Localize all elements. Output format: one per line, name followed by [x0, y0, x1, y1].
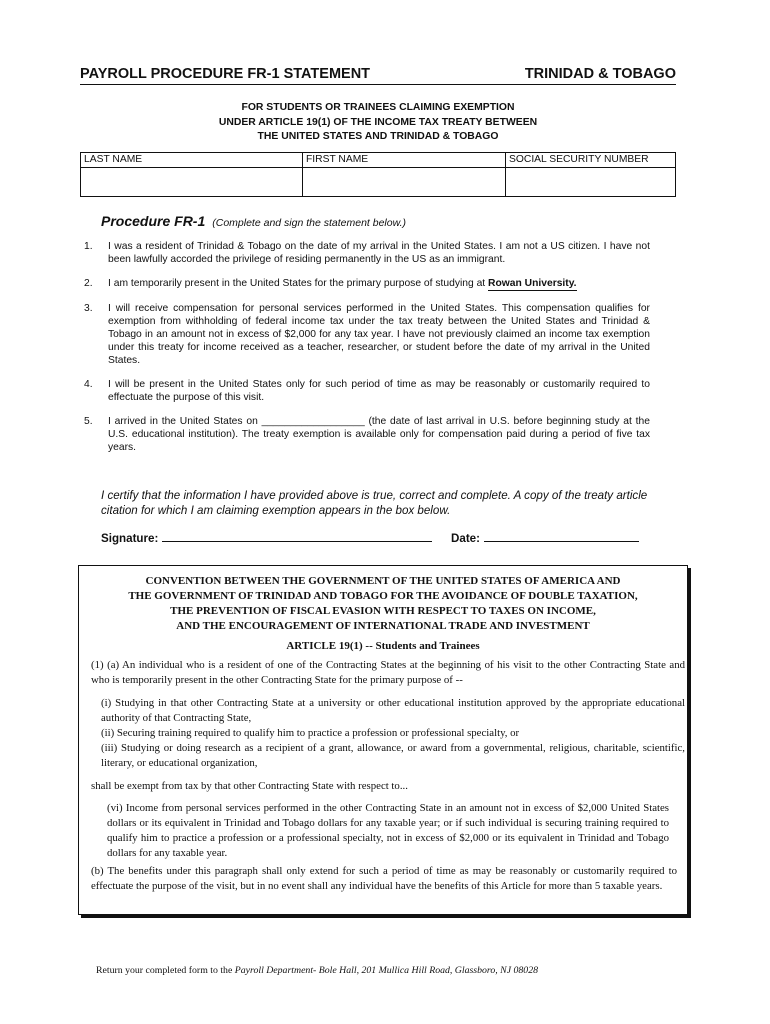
arrival-date-blank[interactable]: __________________: [261, 416, 365, 427]
date-line[interactable]: [484, 530, 639, 542]
treaty-box: [78, 565, 688, 915]
clause-iii: (iii) Studying or doing research as a recipient of a grant, allowance, or award from a governmental, religious, charitable, scientific, literary, or educational organization,: [101, 742, 685, 769]
item-number: 3.: [84, 303, 93, 314]
paragraph-1a: (1) (a) An individual who is a resident of one of the Contracting States at the beginning of his visit to the other Contracting State and who is temporarily present in the other Contracting State for the primary purpose of --: [91, 659, 685, 686]
exempt-line: shall be exempt from tax by that other Contracting State with respect to...: [91, 780, 408, 792]
identification-table: [80, 152, 676, 197]
last-name-label: LAST NAME: [81, 153, 302, 168]
date-group: [451, 530, 639, 545]
procedure-title: Procedure FR-1: [101, 213, 206, 229]
subtitle-line: THE UNITED STATES AND TRINIDAD & TOBAGO: [257, 131, 499, 142]
paragraph-b: (b) The benefits under this paragraph shall only extend for such a period of time as may be reasonably or customarily required to effectuate the purpose of the visit, but in no event shall any individual have the benefits of this Article for more than 5 taxable years.: [91, 865, 677, 892]
statement-item: [84, 415, 650, 454]
footer-return-address: [96, 965, 538, 976]
ssn-field[interactable]: [506, 153, 675, 196]
signature-line[interactable]: [162, 530, 432, 542]
footer-prefix: Return your completed form to the: [96, 965, 233, 976]
item-number: 1.: [84, 241, 93, 252]
item-text: (the date of last arrival in U.S. before beginning study at the U.S. educational institution). The treaty exemption is available only for compensation paid during a period of five tax years.: [108, 416, 650, 453]
form-header: [80, 66, 676, 85]
convention-line: THE PREVENTION OF FISCAL EVASION WITH RESPECT TO TAXES ON INCOME,: [170, 605, 596, 617]
institution-name: Rowan University.: [488, 278, 577, 289]
first-name-field[interactable]: [303, 153, 506, 196]
signature-label: Signature:: [101, 532, 159, 545]
item-text: I will receive compensation for personal services performed in the United States. This compensation qualifies for exemption from withholding of federal income tax under the tax treaty between the United States and Trinidad & Tobago in an amount not in excess of $2,000 for any tax year. I have not previously claimed an income tax exemption under this treaty for income received as a teacher, researcher, or student before the date of my arrival in the United States.: [108, 303, 650, 366]
convention-line: AND THE ENCOURAGEMENT OF INTERNATIONAL TRADE AND INVESTMENT: [176, 620, 590, 632]
form-title: PAYROLL PROCEDURE FR-1 STATEMENT: [80, 66, 371, 82]
procedure-heading: [101, 213, 406, 231]
item-number: 5.: [84, 416, 93, 427]
subtitle-line: FOR STUDENTS OR TRAINEES CLAIMING EXEMPTION: [241, 102, 515, 113]
item-number: 4.: [84, 379, 93, 390]
item-text: I will be present in the United States only for such period of time as may be reasonably or customarily required to effectuate the purpose of this visit.: [108, 379, 650, 403]
last-name-field[interactable]: [81, 153, 303, 196]
signature-row: [101, 530, 480, 545]
procedure-subtitle: (Complete and sign the statement below.): [212, 217, 407, 229]
certification-text: I certify that the information I have provided above is true, correct and complete. A copy of the treaty article citation for which I am claiming exemption appears in the box below.: [101, 489, 648, 517]
ssn-label: SOCIAL SECURITY NUMBER: [506, 153, 675, 168]
item-number: 2.: [84, 278, 93, 289]
footer-address: Payroll Department- Bole Hall, 201 Mullica Hill Road, Glassboro, NJ 08028: [234, 965, 538, 976]
statement-item: [84, 240, 650, 266]
clause-vi: (vi) Income from personal services performed in the other Contracting State in an amount not in excess of $2,000 United States dollars or its equivalent in Trinidad and Tobago dollars for any taxable year; or if such individual is securing training required to qualify him to practice a profession or a professional specialty, not in excess of $2,000 or its equivalent in Trinidad and Tobago dollars for any taxable year.: [107, 802, 669, 859]
statement-list: [84, 240, 650, 465]
form-subtitle: [80, 101, 676, 145]
convention-line: CONVENTION BETWEEN THE GOVERNMENT OF THE UNITED STATES OF AMERICA AND: [145, 575, 621, 587]
item-text: I was a resident of Trinidad & Tobago on the date of my arrival in the United States. I am not a US citizen. I have not been lawfully accorded the privilege of residing permanently in the US as an immigrant.: [108, 241, 650, 265]
clause-i: (i) Studying in that other Contracting State at a university or other educational institution approved by the appropriate educational authority of that Contracting State,: [101, 697, 685, 724]
statement-item: [84, 277, 650, 291]
convention-title: [79, 574, 687, 634]
date-label: Date:: [451, 532, 480, 545]
statement-item: [84, 378, 650, 404]
convention-line: THE GOVERNMENT OF TRINIDAD AND TOBAGO FOR THE AVOIDANCE OF DOUBLE TAXATION,: [128, 590, 638, 602]
first-name-label: FIRST NAME: [303, 153, 505, 168]
item-text: I am temporarily present in the United States for the primary purpose of studying at: [108, 278, 486, 289]
subtitle-line: UNDER ARTICLE 19(1) OF THE INCOME TAX TREATY BETWEEN: [218, 116, 538, 128]
article-title: ARTICLE 19(1) -- Students and Trainees: [286, 640, 480, 652]
clause-ii: (ii) Securing training required to qualify him to practice a profession or professional specialty, or: [101, 727, 520, 739]
country-title: TRINIDAD & TOBAGO: [524, 66, 676, 82]
statement-item: [84, 302, 650, 367]
item-text: I arrived in the United States on: [108, 416, 258, 427]
